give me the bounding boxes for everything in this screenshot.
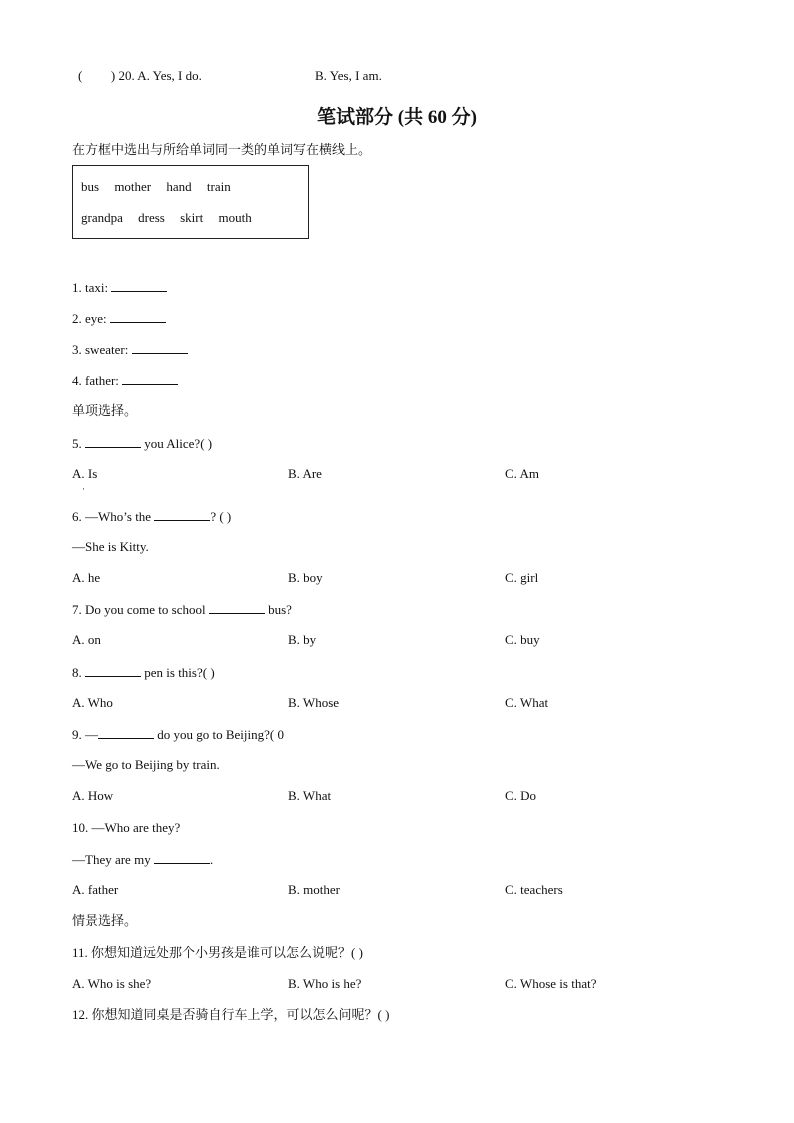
question-8: [72, 664, 215, 681]
question-text: pen is this?( ): [144, 665, 215, 680]
q10-option-a: A. father: [72, 882, 119, 897]
part1-item-3: [72, 341, 188, 358]
q9-option-c: C. Do: [505, 788, 537, 803]
part1-instruction: 在方框中选出与所给单词同一类的单词写在横线上。: [72, 142, 372, 157]
q6-option-c: C. girl: [505, 570, 539, 585]
q5-option-b: B. Are: [288, 466, 322, 481]
q10-option-b: B. mother: [288, 882, 340, 897]
question-11: 11. 你想知道远处那个小男孩是谁可以怎么说呢？( ): [72, 945, 363, 960]
box-word: skirt: [180, 210, 204, 225]
box-word: bus: [81, 179, 100, 194]
answer-blank[interactable]: [85, 435, 141, 448]
part2-instruction: 单项选择。: [72, 403, 138, 418]
q20-paren-open: (: [78, 68, 83, 83]
q7-option-c: C. buy: [505, 632, 540, 647]
answer-blank[interactable]: [85, 664, 141, 677]
part3-instruction: 情景选择。: [72, 913, 138, 928]
part1-item-4: [72, 372, 178, 389]
part1-item-2: [72, 310, 166, 327]
answer-blank[interactable]: [209, 601, 265, 614]
q5-option-a: A. Is: [72, 466, 98, 481]
answer-blank[interactable]: [111, 279, 167, 292]
q6-response: —She is Kitty.: [72, 539, 149, 554]
question-text: —They are my: [72, 852, 151, 867]
q6-option-b: B. boy: [288, 570, 323, 585]
q5-option-c: C. Am: [505, 466, 539, 481]
q6-option-a: A. he: [72, 570, 101, 585]
q11-option-c: C. Whose is that?: [505, 976, 597, 991]
answer-blank[interactable]: [110, 310, 166, 323]
box-word: train: [206, 179, 231, 194]
question-text: 7. Do you come to school: [72, 602, 206, 617]
q8-option-c: C. What: [505, 695, 549, 710]
q7-option-a: A. on: [72, 632, 101, 647]
section-title: 笔试部分 (共 60 分): [317, 107, 477, 128]
q8-option-b: B. Whose: [288, 695, 340, 710]
question-number: 8.: [72, 665, 82, 680]
word-box: [72, 165, 309, 239]
answer-blank[interactable]: [132, 341, 188, 354]
box-word: hand: [166, 179, 192, 194]
part1-item-1: [72, 279, 167, 296]
box-word: grandpa: [81, 210, 123, 225]
question-12: 12. 你想知道同桌是否骑自行车上学，可以怎么问呢？( ): [72, 1007, 390, 1022]
word-box-row-1: [81, 179, 243, 195]
item-label: 1. taxi:: [72, 280, 109, 295]
q10-response: [72, 851, 213, 868]
q11-option-a: A. Who is she?: [72, 976, 152, 991]
question-text: 9. —: [72, 727, 98, 742]
q8-option-a: A. Who: [72, 695, 113, 710]
answer-blank[interactable]: [154, 508, 210, 521]
question-text: 6. —Who’s the: [72, 509, 152, 524]
stray-dot: ·: [82, 484, 85, 494]
answer-blank[interactable]: [122, 372, 178, 385]
q9-option-a: A. How: [72, 788, 114, 803]
item-label: 4. father:: [72, 373, 119, 388]
item-label: 2. eye:: [72, 311, 107, 326]
q7-option-b: B. by: [288, 632, 317, 647]
q11-option-b: B. Who is he?: [288, 976, 362, 991]
q20-option-b: B. Yes, I am.: [315, 68, 382, 83]
question-9: [72, 726, 284, 743]
q20-line: [78, 68, 202, 84]
question-5: [72, 435, 212, 452]
q10-option-c: C. teachers: [505, 882, 563, 897]
question-number: 5.: [72, 436, 82, 451]
box-word: dress: [138, 210, 165, 225]
question-10: 10. —Who are they?: [72, 820, 181, 835]
q9-response: —We go to Beijing by train.: [72, 757, 220, 772]
question-6: [72, 508, 231, 525]
item-label: 3. sweater:: [72, 342, 129, 357]
question-text: ? ( ): [210, 509, 232, 524]
q9-option-b: B. What: [288, 788, 332, 803]
q20-paren-close: ): [110, 68, 116, 83]
question-text: you Alice?( ): [144, 436, 213, 451]
answer-blank[interactable]: [98, 726, 154, 739]
box-word: mouth: [218, 210, 252, 225]
question-text: .: [209, 852, 214, 867]
q20-option-a: 20. A. Yes, I do.: [118, 68, 202, 83]
answer-blank[interactable]: [154, 851, 210, 864]
question-7: [72, 601, 292, 618]
word-box-row-2: [81, 210, 264, 226]
box-word: mother: [114, 179, 152, 194]
question-text: do you go to Beijing?( 0: [157, 727, 284, 742]
question-text: bus?: [268, 602, 292, 617]
